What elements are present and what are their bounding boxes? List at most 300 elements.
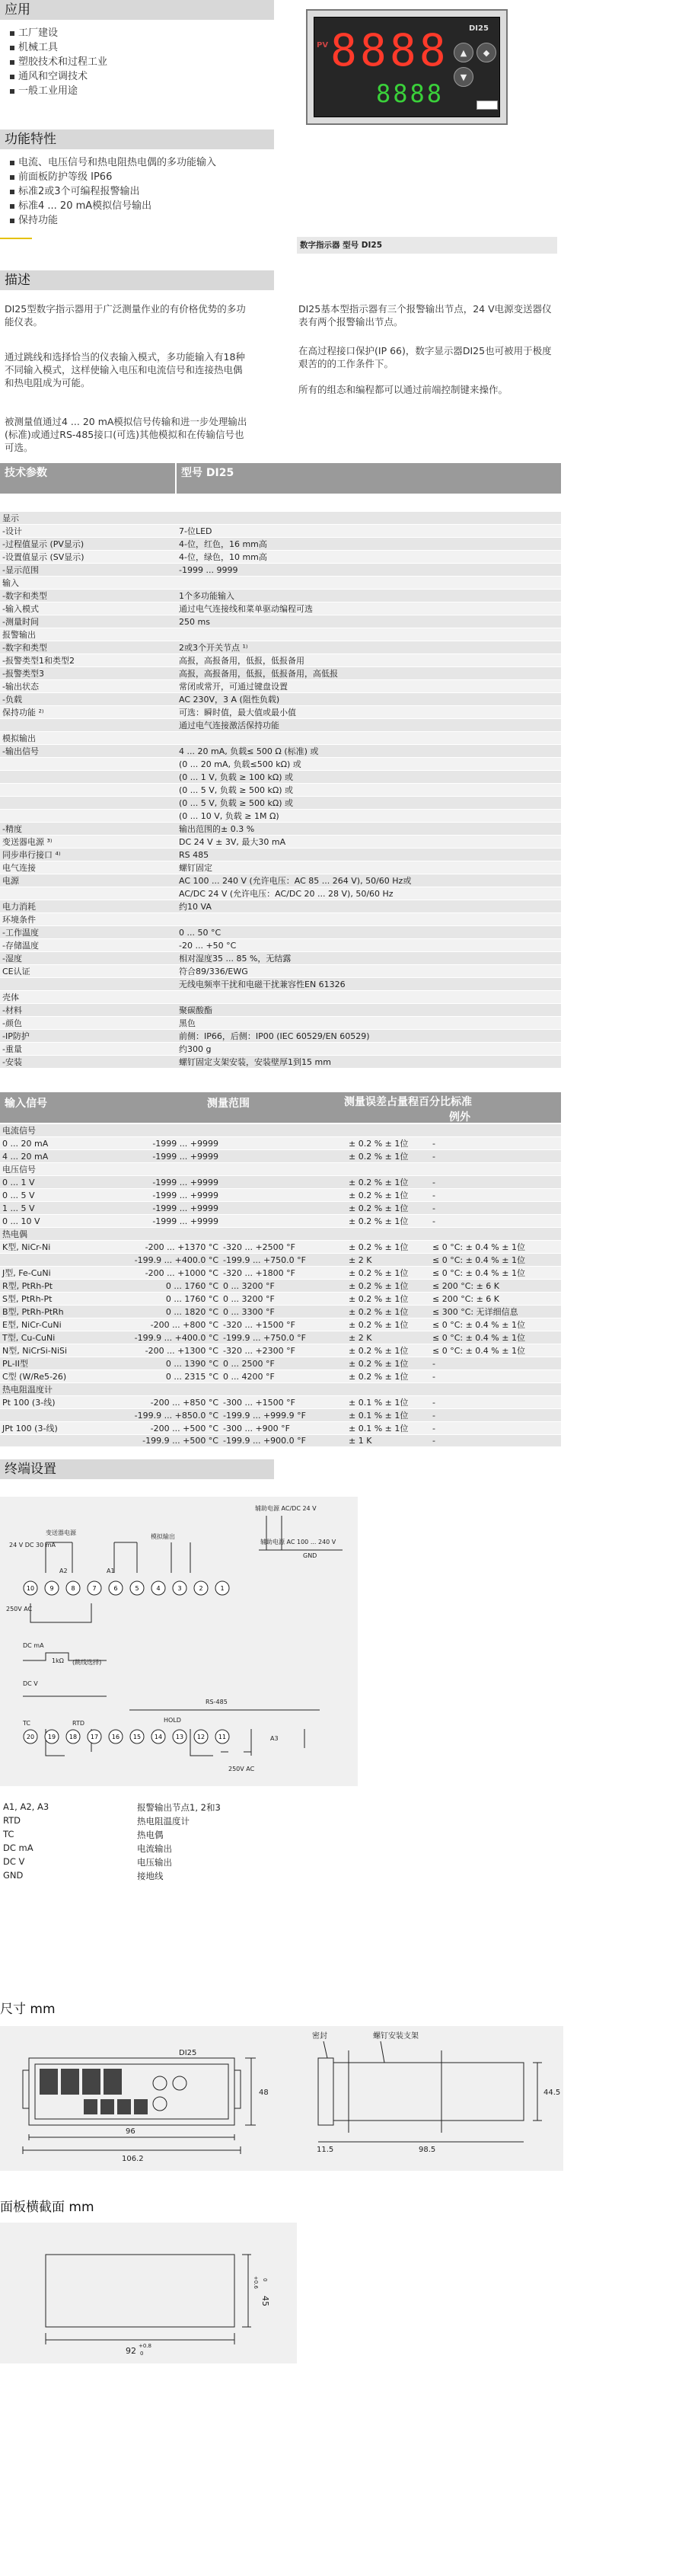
input-row [0, 1228, 561, 1241]
input-row [0, 1150, 561, 1163]
wiring-dcma-label: DC mA [23, 1642, 44, 1649]
input-range-c: 0 ... 1820 °C [103, 1306, 221, 1318]
legend-key: A1, A2, A3 [3, 1801, 49, 1812]
spec-value: 4-位，红色，16 mm高 [177, 538, 561, 551]
spec-row [0, 719, 561, 732]
input-range-c: 0 ... 1760 °C [103, 1280, 221, 1293]
spec-value: AC 230V，3 A (阻性负载) [177, 693, 561, 706]
input-range-f [221, 1150, 346, 1163]
spec-param: -报警类型1和类型2 [0, 654, 177, 667]
input-error: ± 0.1 % ± 1位 [346, 1396, 430, 1409]
spec-row [0, 745, 561, 758]
input-error: ± 0.2 % ± 1位 [346, 1176, 430, 1189]
spec-param: -输出信号 [0, 745, 177, 758]
spec-row [0, 965, 561, 978]
spec-value: 约10 VA [177, 900, 561, 913]
input-signal: 热电阻温度计 [0, 1383, 103, 1396]
terminal-number: 12 [196, 1734, 206, 1740]
spec-value: 相对湿度35 ... 85 %，无结露 [177, 952, 561, 965]
legend-key: DC mA [3, 1843, 33, 1853]
input-range-f: -320 ... +1500 °F [221, 1318, 346, 1331]
input-row [0, 1306, 561, 1318]
input-range-f: 0 ... 4200 °F [221, 1370, 346, 1383]
spec-row [0, 849, 561, 861]
spec-row [0, 551, 561, 564]
terminal-number: 7 [92, 1585, 97, 1592]
spec-row [0, 590, 561, 602]
input-exception: ≤ 0 °C: ± 0.4 % ± 1位 [430, 1267, 561, 1280]
spec-value: 高报，高报备用，低报，低报备用，高低报 [177, 667, 561, 680]
input-error: ± 1 K [346, 1435, 430, 1447]
spec-row [0, 784, 561, 797]
spec-value: 常闭或常开，可通过键盘设置 [177, 680, 561, 693]
input-range-f [221, 1202, 346, 1215]
input-exception: ≤ 0 °C: ± 0.4 % ± 1位 [430, 1241, 561, 1254]
spec-value [177, 577, 561, 590]
input-exception: - [430, 1137, 561, 1150]
input-range-f: -199.9 ... +750.0 °F [221, 1331, 346, 1344]
input-signal: 1 ... 5 V [0, 1202, 103, 1215]
spec-value: 符合89/336/EWG [177, 965, 561, 978]
spec-value: 7-位LED [177, 525, 561, 538]
input-row [0, 1267, 561, 1280]
wiring-hold-label: HOLD [164, 1717, 181, 1724]
app-title: 应用 [0, 0, 274, 20]
input-error: ± 0.2 % ± 1位 [346, 1293, 430, 1306]
wiring-analog-label: 模拟输出 [151, 1533, 175, 1540]
terminal-number: 3 [177, 1585, 182, 1592]
input-error: ± 0.2 % ± 1位 [346, 1189, 430, 1202]
input-range-f: 0 ... 3200 °F [221, 1293, 346, 1306]
input-range-c: -200 ... +850 °C [103, 1396, 221, 1409]
spec-param: 环境条件 [0, 913, 177, 926]
legend-desc: 热电阻温度计 [137, 1816, 190, 1827]
spec-row [0, 1030, 561, 1043]
input-row [0, 1202, 561, 1215]
input-exception: - [430, 1357, 561, 1370]
spec-value [177, 913, 561, 926]
spec-row [0, 706, 561, 719]
input-row [0, 1357, 561, 1370]
input-error: ± 2 K [346, 1254, 430, 1267]
brand-label: DI25 [469, 24, 489, 33]
wiring-dcv-label: DC V [23, 1680, 38, 1687]
input-range-f: 0 ... 2500 °F [221, 1357, 346, 1370]
terminal-number: 1 [220, 1585, 225, 1592]
spec-param: -报警类型3 [0, 667, 177, 680]
down-key-icon[interactable]: ▼ [454, 67, 473, 87]
input-range-f [221, 1124, 346, 1137]
spec-row [0, 900, 561, 913]
input-row [0, 1396, 561, 1409]
spec-value [177, 732, 561, 745]
input-row [0, 1409, 561, 1422]
input-table [0, 1124, 561, 1447]
spec-row [0, 1043, 561, 1056]
input-exception: - [430, 1189, 561, 1202]
spec-row [0, 810, 561, 823]
spec-row [0, 602, 561, 615]
spec-param: -存储温度 [0, 939, 177, 952]
spec-row [0, 525, 561, 538]
spec-value: 螺钉固定 [177, 861, 561, 874]
input-row [0, 1435, 561, 1447]
input-row [0, 1344, 561, 1357]
spec-row [0, 861, 561, 874]
input-exception: - [430, 1409, 561, 1422]
input-header-signal: 输入信号 [5, 1098, 47, 1110]
cutout-width-tol2: 0 [140, 2351, 144, 2357]
spec-value: (0 ... 1 V, 负载 ≥ 100 kΩ) 或 [177, 771, 561, 784]
input-signal [0, 1409, 103, 1422]
input-signal: K型, NiCr-Ni [0, 1241, 103, 1254]
dim-44-5: 44.5 [543, 2089, 561, 2097]
bullet-item: 一般工业用途 [18, 85, 78, 97]
dim-11-5: 11.5 [317, 2146, 334, 2154]
up-key-icon[interactable]: ▲ [454, 43, 473, 62]
spec-param: -工作温度 [0, 926, 177, 939]
input-signal: 0 ... 5 V [0, 1189, 103, 1202]
wiring-power-label: 辅助电源 AC 100 ... 240 V [260, 1539, 336, 1545]
spec-value [177, 512, 561, 525]
input-exception: - [430, 1435, 561, 1447]
spec-row [0, 680, 561, 693]
wiring-a1-label: A1 [107, 1568, 115, 1574]
input-row [0, 1370, 561, 1383]
spec-param: -精度 [0, 823, 177, 836]
input-row [0, 1383, 561, 1396]
dim-96: 96 [126, 2127, 135, 2136]
spec-param: -IP防护 [0, 1030, 177, 1043]
spec-value: RS 485 [177, 849, 561, 861]
input-row [0, 1293, 561, 1306]
spec-value: 前侧：IP66，后侧：IP00 (IEC 60529/EN 60529) [177, 1030, 561, 1043]
wiring-250v-label: 250V AC [6, 1606, 33, 1612]
spec-row [0, 564, 561, 577]
input-exception: ≤ 200 °C: ± 6 K [430, 1280, 561, 1293]
wiring-a2-label: A2 [59, 1568, 68, 1574]
spec-param: 显示 [0, 512, 177, 525]
bullet-item: 标准2或3个可编程报警输出 [18, 186, 140, 197]
spec-param [0, 978, 177, 991]
input-row [0, 1331, 561, 1344]
spec-row [0, 913, 561, 926]
spec-value: -20 ... +50 °C [177, 939, 561, 952]
input-exception [430, 1124, 561, 1137]
pv-label: PV [317, 41, 329, 50]
input-row [0, 1422, 561, 1435]
spec-row [0, 823, 561, 836]
terminal-number: 9 [49, 1585, 54, 1592]
spec-value: (0 ... 20 mA, 负载≤500 kΩ) 或 [177, 758, 561, 771]
input-exception: - [430, 1150, 561, 1163]
spec-value: 4 ... 20 mA, 负载≤ 500 Ω (标准) 或 [177, 745, 561, 758]
legend-desc: 电流输出 [137, 1843, 172, 1854]
spec-param: 变送器电源 ³⁾ [0, 836, 177, 849]
spec-value [177, 991, 561, 1004]
cutout-title: 面板横截面 mm [0, 2197, 563, 2217]
bullet-item: 通风和空调技术 [18, 71, 88, 82]
cutout-height: 45 [260, 2296, 270, 2306]
bullet-item: 标准4 ... 20 mA模拟信号输出 [18, 200, 152, 212]
spec-param [0, 810, 177, 823]
spec-param: -输出状态 [0, 680, 177, 693]
input-range-f: -199.9 ... +750.0 °F [221, 1254, 346, 1267]
spec-param [0, 719, 177, 732]
spec-param: 壳体 [0, 991, 177, 1004]
spec-param: -负载 [0, 693, 177, 706]
input-row [0, 1280, 561, 1293]
input-row [0, 1318, 561, 1331]
input-signal: T型, Cu-CuNi [0, 1331, 103, 1344]
spec-row [0, 1056, 561, 1069]
spec-value: 无线电频率干扰和电磁干扰兼容性EN 61326 [177, 978, 561, 991]
spec-param: -材料 [0, 1004, 177, 1017]
input-range-f: -320 ... +2300 °F [221, 1344, 346, 1357]
bullet-item: 工厂建设 [18, 27, 59, 39]
spec-param: -湿度 [0, 952, 177, 965]
spec-param: -数字和类型 [0, 641, 177, 654]
cutout-height-tol2: 0 [262, 2278, 268, 2282]
spec-value [177, 628, 561, 641]
terminal-number: 16 [111, 1734, 120, 1740]
input-row [0, 1176, 561, 1189]
legend-key: TC [3, 1829, 14, 1839]
cutout-drawing [0, 2223, 297, 2363]
spec-param: -数字和类型 [0, 590, 177, 602]
spec-row [0, 577, 561, 590]
input-exception: ≤ 200 °C: ± 6 K [430, 1293, 561, 1306]
input-signal: J型, Fe-CuNi [0, 1267, 103, 1280]
spec-param: -输入模式 [0, 602, 177, 615]
spec-row [0, 667, 561, 680]
input-header [0, 1092, 561, 1123]
spec-value: 约300 g [177, 1043, 561, 1056]
input-signal: 热电偶 [0, 1228, 103, 1241]
spec-param: -设置值显示 (SV显示) [0, 551, 177, 564]
spec-row [0, 874, 561, 887]
terminal-number: 19 [47, 1734, 56, 1740]
wiring-24v-label: 24 V DC 30 mA [9, 1542, 56, 1548]
input-range-f [221, 1176, 346, 1189]
spec-param: -安装 [0, 1056, 177, 1069]
input-range-f: 0 ... 3300 °F [221, 1306, 346, 1318]
input-signal: 电压信号 [0, 1163, 103, 1176]
input-error: ± 0.2 % ± 1位 [346, 1306, 430, 1318]
desc-right-p2: 在高过程接口保护(IP 66)，数字显示器DI25也可被用于极度艰苦的的工作条件下。 [298, 345, 552, 369]
spec-row [0, 732, 561, 745]
wiring-tc-label: TC [23, 1720, 31, 1727]
terminal-number: 4 [156, 1585, 161, 1592]
input-range-f: -320 ... +2500 °F [221, 1241, 346, 1254]
input-range-f [221, 1215, 346, 1228]
terminal-number: 13 [175, 1734, 184, 1740]
wiring-title: 终端设置 [0, 1459, 274, 1479]
input-exception: - [430, 1422, 561, 1435]
input-range-c: -200 ... +1370 °C [103, 1241, 221, 1254]
spec-value: 250 ms [177, 615, 561, 628]
input-signal: R型, PtRh-Pt [0, 1280, 103, 1293]
dim-48: 48 [259, 2089, 269, 2097]
input-exception: ≤ 0 °C: ± 0.4 % ± 1位 [430, 1331, 561, 1344]
spec-row [0, 797, 561, 810]
input-error: ± 0.2 % ± 1位 [346, 1280, 430, 1293]
input-range-f [221, 1189, 346, 1202]
input-signal: Pt 100 (3-线) [0, 1396, 103, 1409]
spec-header-right: 型号 DI25 [177, 463, 561, 494]
bullet-item: 塑胶技术和过程工业 [18, 56, 108, 68]
input-row [0, 1215, 561, 1228]
spec-row [0, 538, 561, 551]
input-range-c: -199.9 ... +400.0 °C [103, 1254, 221, 1267]
terminal-number: 15 [132, 1734, 142, 1740]
input-error: ± 0.2 % ± 1位 [346, 1344, 430, 1357]
spec-value: 螺钉固定支架安装，安装壁厚1到15 mm [177, 1056, 561, 1069]
input-error [346, 1383, 430, 1396]
input-range-c [103, 1124, 221, 1137]
input-error: ± 0.2 % ± 1位 [346, 1215, 430, 1228]
input-signal [0, 1254, 103, 1267]
input-range-c: 0 ... 1760 °C [103, 1293, 221, 1306]
spec-param: -重量 [0, 1043, 177, 1056]
spec-row [0, 758, 561, 771]
input-exception [430, 1383, 561, 1396]
wiring-diagram [0, 1497, 358, 1786]
desc-left-p3: 被测量值通过4 ... 20 mA模拟信号传输和进一步处理输出(标准)或通过RS-485接口(可选)其他模拟和在传输信号也可选。 [5, 416, 247, 453]
input-signal [0, 1435, 103, 1447]
spec-param: CE认证 [0, 965, 177, 978]
spec-row [0, 654, 561, 667]
spec-value: 聚碳酸酯 [177, 1004, 561, 1017]
bullet-item: 前面板防护等级 IP66 [18, 171, 113, 183]
spec-row [0, 939, 561, 952]
input-range-f [221, 1228, 346, 1241]
spec-row [0, 926, 561, 939]
input-signal: E型, NiCr-CuNi [0, 1318, 103, 1331]
device-front-panel [306, 9, 508, 125]
input-range-c: -200 ... +800 °C [103, 1318, 221, 1331]
terminal-number: 18 [69, 1734, 78, 1740]
input-error: ± 0.2 % ± 1位 [346, 1202, 430, 1215]
desc-right-p3: 所有的组态和编程都可以通过前端控制键来操作。 [298, 384, 508, 395]
spec-row [0, 771, 561, 784]
spec-row [0, 952, 561, 965]
spec-value: 1个多功能输入 [177, 590, 561, 602]
spec-row [0, 991, 561, 1004]
input-exception [430, 1228, 561, 1241]
input-range-f: -199.9 ... +999.9 °F [221, 1409, 346, 1422]
spec-row [0, 615, 561, 628]
input-range-c: -199.9 ... +850.0 °C [103, 1409, 221, 1422]
desc-title: 描述 [0, 270, 274, 290]
input-range-c [103, 1383, 221, 1396]
spec-value: AC 100 ... 240 V (允许电压：AC 85 ... 264 V), 50/60 Hz或 [177, 874, 561, 887]
terminal-number: 17 [90, 1734, 99, 1740]
bullet-item: 机械工具 [18, 42, 59, 53]
input-range-c [103, 1228, 221, 1241]
input-range-c: -200 ... +1000 °C [103, 1267, 221, 1280]
legend-key: RTD [3, 1815, 21, 1826]
input-exception: - [430, 1370, 561, 1383]
spec-param: -设计 [0, 525, 177, 538]
input-range-c: -1999 ... +9999 [103, 1215, 221, 1228]
dim-bracket-label: 螺钉安装支架 [373, 2032, 419, 2041]
spec-param: -测量时间 [0, 615, 177, 628]
input-error [346, 1163, 430, 1176]
spec-value: 0 ... 50 °C [177, 926, 561, 939]
dim-98-5: 98.5 [419, 2146, 436, 2154]
spec-param: 电源 [0, 874, 177, 887]
spec-header-left: 技术参数 [0, 463, 175, 494]
input-signal: 电流信号 [0, 1124, 103, 1137]
cutout-height-tol: +0.6 [253, 2276, 259, 2289]
pv-display: 8888 [330, 24, 449, 76]
spec-value: (0 ... 10 V, 负载 ≥ 1M Ω) [177, 810, 561, 823]
input-range-c: -199.9 ... +500 °C [103, 1435, 221, 1447]
bullet-item: 保持功能 [18, 215, 59, 226]
input-header-error: 测量误差占量程百分比标准 [344, 1096, 472, 1108]
wiring-jumper-label: (跳线选择) [72, 1659, 102, 1666]
input-exception: - [430, 1202, 561, 1215]
input-signal: S型, PtRh-Pt [0, 1293, 103, 1306]
input-signal: C型 (W/Re5-26) [0, 1370, 103, 1383]
cutout-width-tol: +0.8 [139, 2343, 151, 2349]
legend-desc: 接地线 [137, 1871, 164, 1881]
terminal-number: 6 [113, 1585, 118, 1592]
input-error: ± 0.2 % ± 1位 [346, 1370, 430, 1383]
input-exception: ≤ 0 °C: ± 0.4 % ± 1位 [430, 1344, 561, 1357]
wiring-supply-label: 辅助电源 AC/DC 24 V [255, 1505, 317, 1512]
spec-value: 黑色 [177, 1017, 561, 1030]
legend-key: GND [3, 1870, 24, 1881]
spec-param: 保持功能 ²⁾ [0, 706, 177, 719]
desc-left-p1: DI25型数字指示器用于广泛测量作业的有价格优势的多功能仪表。 [5, 303, 246, 328]
input-signal: N型, NiCrSi-NiSi [0, 1344, 103, 1357]
spec-param: 电气连接 [0, 861, 177, 874]
input-range-f: -300 ... +900 °F [221, 1422, 346, 1435]
logo-badge [476, 101, 498, 110]
cutout-width: 92 [126, 2346, 136, 2356]
input-range-f [221, 1163, 346, 1176]
legend-desc: 电压输出 [137, 1857, 172, 1868]
spec-param: 同步串行接口 ⁴⁾ [0, 849, 177, 861]
spec-row [0, 887, 561, 900]
wiring-rs485-label: RS-485 [206, 1699, 228, 1705]
terminal-number: 11 [218, 1734, 227, 1740]
spec-row [0, 512, 561, 525]
wiring-rtd-label: RTD [72, 1720, 85, 1727]
input-row [0, 1124, 561, 1137]
input-row [0, 1189, 561, 1202]
mode-key-icon[interactable]: ◆ [476, 43, 496, 62]
input-error [346, 1228, 430, 1241]
input-row [0, 1137, 561, 1150]
input-range-c: -200 ... +500 °C [103, 1422, 221, 1435]
accent-line [0, 238, 32, 239]
wiring-tx-label: 变送器电源 [46, 1529, 76, 1536]
spec-param [0, 771, 177, 784]
terminal-number: 20 [26, 1734, 35, 1740]
spec-value: 2或3个开关节点 ¹⁾ [177, 641, 561, 654]
input-range-c: -1999 ... +9999 [103, 1189, 221, 1202]
input-error: ± 0.2 % ± 1位 [346, 1241, 430, 1254]
input-range-f: -300 ... +1500 °F [221, 1396, 346, 1409]
input-exception [430, 1163, 561, 1176]
desc-left-p2: 通过跳线和选择恰当的仪表输入模式，多功能输入有18种不同输入模式，这样使输入电压和电流信号和连接热电偶和热电阻成为可能。 [5, 351, 245, 388]
input-range-f: -320 ... +1800 °F [221, 1267, 346, 1280]
spec-param [0, 797, 177, 810]
legend-desc: 报警输出节点1, 2和3 [137, 1802, 221, 1813]
